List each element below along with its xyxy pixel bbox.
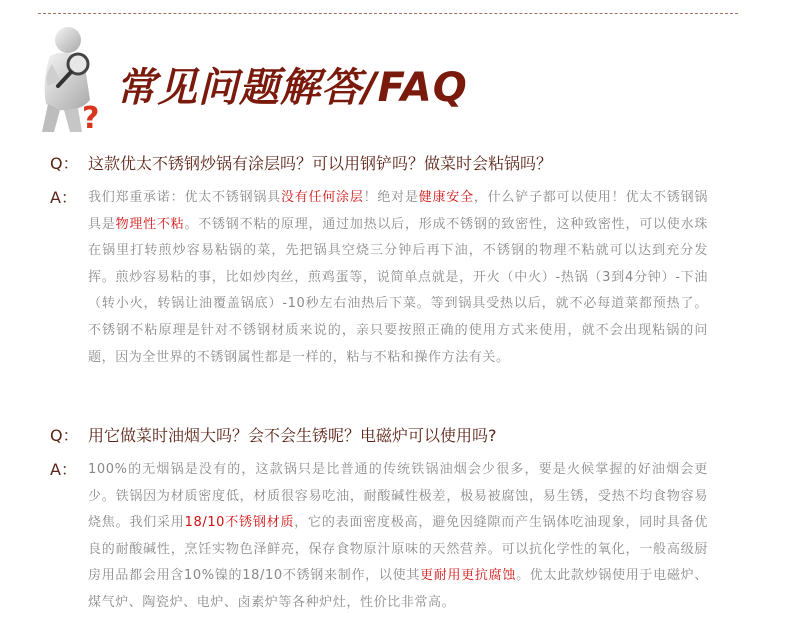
question-mark-icon: ? [82, 101, 100, 136]
answer-segment: 100%的无烟锅是没有的，这款锅只是比普通的传统铁锅油烟会少很多，要是火候掌握的好油烟会更少。铁锅因为材质密度低，材质很容易吃油，耐酸碱性极差，极易被腐蚀，易生锈，受热不均食物容易烧焦。我们采用 [88, 462, 708, 531]
question-row [50, 424, 710, 448]
faq-item-2 [50, 424, 710, 617]
answer-highlight: 18/10不锈钢材质 [184, 515, 295, 531]
page-title: 常见问题解答/FAQ [116, 65, 468, 111]
answer-highlight: 没有任何涂层 [280, 190, 364, 205]
answer-highlight: 健康安全 [418, 190, 474, 205]
top-dashed-divider [38, 13, 738, 14]
question-row [50, 152, 710, 176]
answer-segment: 。不锈钢不粘的原理，通过加热以后，形成不锈钢的致密性，这种致密性，可以使水珠在锅里打转煎炒容易粘锅的菜，先把锅具空烧三分钟后再下油，不锈钢的物理不粘就可以达到充分发挥。煎炒容易粘的事，比如炒肉丝，煎鸡蛋等，说简单点就是，开火（中火）-热锅（3到4分钟）-下油（转小火，转锅让油覆盖锅底）-10秒左右油热后下菜。等到锅具受热以后，就不必每道菜都预热了。不锈钢不粘原理是针对不锈钢材质来说的，亲只要按照正确的使用方式来使用，就不会出现粘锅的问题，因为全世界的不锈钢属性都是一样的，粘与不粘和操作方法有关。 [88, 216, 708, 365]
answer-row [50, 185, 710, 371]
answer-label: A： [50, 188, 77, 207]
answer-label: A： [50, 460, 77, 479]
answer-segment: ，什么铲子都可以使用！优太不锈钢锅具是 [88, 190, 708, 232]
answer-highlight: 更耐用更抗腐蚀 [420, 568, 517, 584]
faq-item-1 [50, 152, 710, 371]
question-text: 这款优太不锈钢炒锅有涂层吗？可以用钢铲吗？做菜时会粘锅吗？ [88, 154, 553, 173]
question-label: Q： [50, 426, 79, 445]
answer-text [88, 457, 708, 617]
question-label: Q： [50, 154, 79, 173]
question-text: 用它做菜时油烟大吗？会不会生锈呢？电磁炉可以使用吗? [88, 426, 497, 445]
answer-segment: 。优太此款炒锅使用于电磁炉、煤气炉、陶瓷炉、电炉、卤素炉等各种炉灶，性价比非常高。 [88, 568, 708, 610]
thinking-figure-icon [20, 20, 110, 138]
answer-row [50, 457, 710, 617]
answer-segment: 我们郑重承诺：优太不锈钢锅具 [88, 190, 281, 205]
answer-segment: ，它的表面密度极高，避免因缝隙而产生锅体吃油现象，同时具备优良的耐酸碱性，烹饪实物色泽鲜亮，保存食物原汁原味的天然营养。可以抗化学性的氧化，一般高级厨房用品都会用含10%镍的18/10不锈钢来制作，以使其 [88, 515, 708, 584]
answer-highlight: 物理性不粘 [115, 216, 185, 232]
answer-segment: ！绝对是 [363, 190, 419, 205]
answer-text [88, 185, 708, 371]
